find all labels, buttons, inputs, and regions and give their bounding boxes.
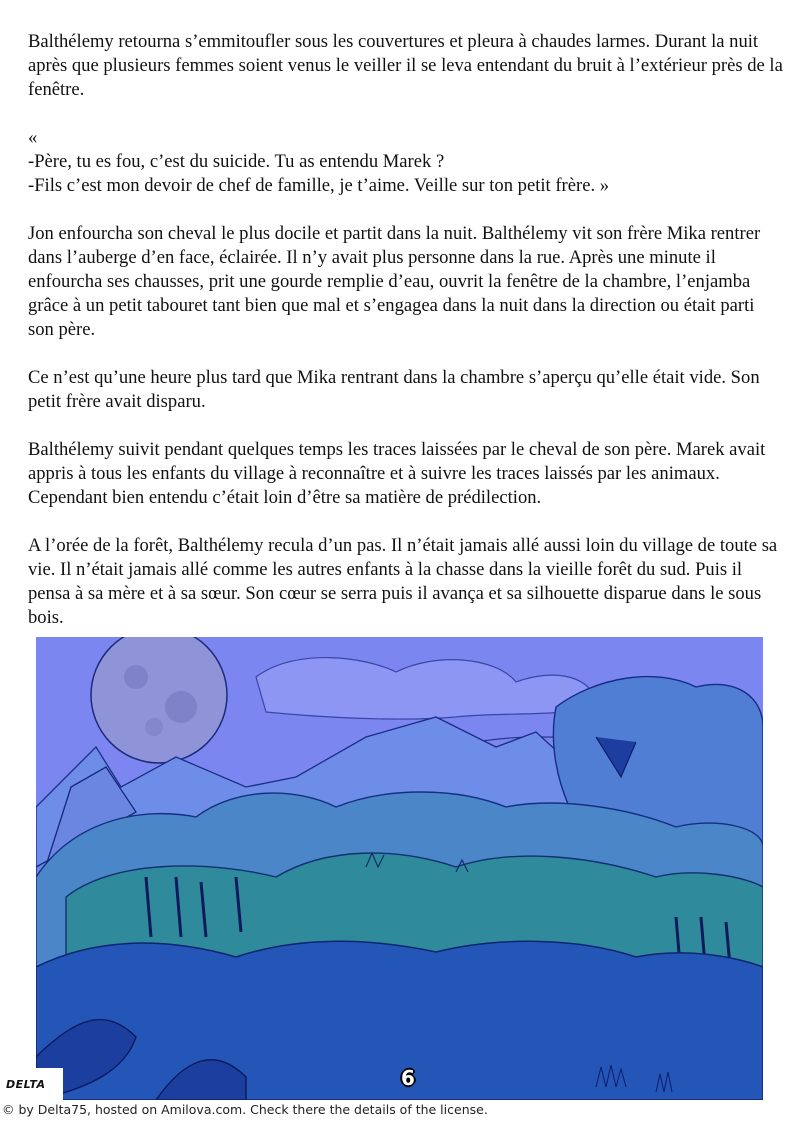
full-moon bbox=[91, 637, 227, 763]
license-footer: © by Delta75, hosted on Amilova.com. Check there the details of the license. bbox=[2, 1102, 488, 1117]
page-number: 6 bbox=[401, 1066, 415, 1090]
paragraph-2-dialogue: « -Père, tu es fou, c’est du suicide. Tu as entendu Marek ? -Fils c’est mon devoir de chef de famille, je t’aime. Veille sur ton petit frère. » bbox=[28, 127, 610, 196]
forest-night-illustration bbox=[36, 637, 763, 1100]
paragraph-1: Balthélemy retourna s’emmitoufler sous les couvertures et pleura à chaudes larmes. Durant la nuit après que plusieurs femmes soient venus le veiller il se leva entendant du bruit à l’extérieur près de la fenêtre. bbox=[28, 31, 783, 100]
story-text bbox=[28, 30, 784, 654]
paragraph-3: Jon enfourcha son cheval le plus docile et partit dans la nuit. Balthélemy vit son frère Mika rentrer dans l’auberge d’en face, éclairée. Il n’y avait plus personne dans la rue. Après une minute il enfourcha ses chausses, prit une gourde remplie d’eau, ouvrit la fenêtre de la chambre, l’enjamba grâce à un petit tabouret tant bien que mal et s’engagea dans la nuit dans la direction ou était parti son père. bbox=[28, 223, 761, 340]
forest-night-drawing bbox=[36, 637, 763, 1100]
paragraph-4: Ce n’est qu’une heure plus tard que Mika rentrant dans la chambre s’aperçu qu’elle était vide. Son petit frère avait disparu. bbox=[28, 367, 760, 412]
paragraph-6: A l’orée de la forêt, Balthélemy recula d’un pas. Il n’était jamais allé aussi loin du village de toute sa vie. Il n’était jamais allé comme les autres enfants à la chasse dans la vieille forêt du sud. Puis il pensa à sa mère et à sa sœur. Son cœur se serra puis il avança et sa silhouette disparue dans le sous bois. bbox=[28, 535, 778, 628]
paragraph-5: Balthélemy suivit pendant quelques temps les traces laissées par le cheval de son père. Marek avait appris à tous les enfants du village à reconnaître et à suivre les traces laissés par les animaux. Cependant bien entendu c’était loin d’être sa matière de prédilection. bbox=[28, 439, 766, 508]
artist-signature: DELTA bbox=[0, 1068, 63, 1100]
